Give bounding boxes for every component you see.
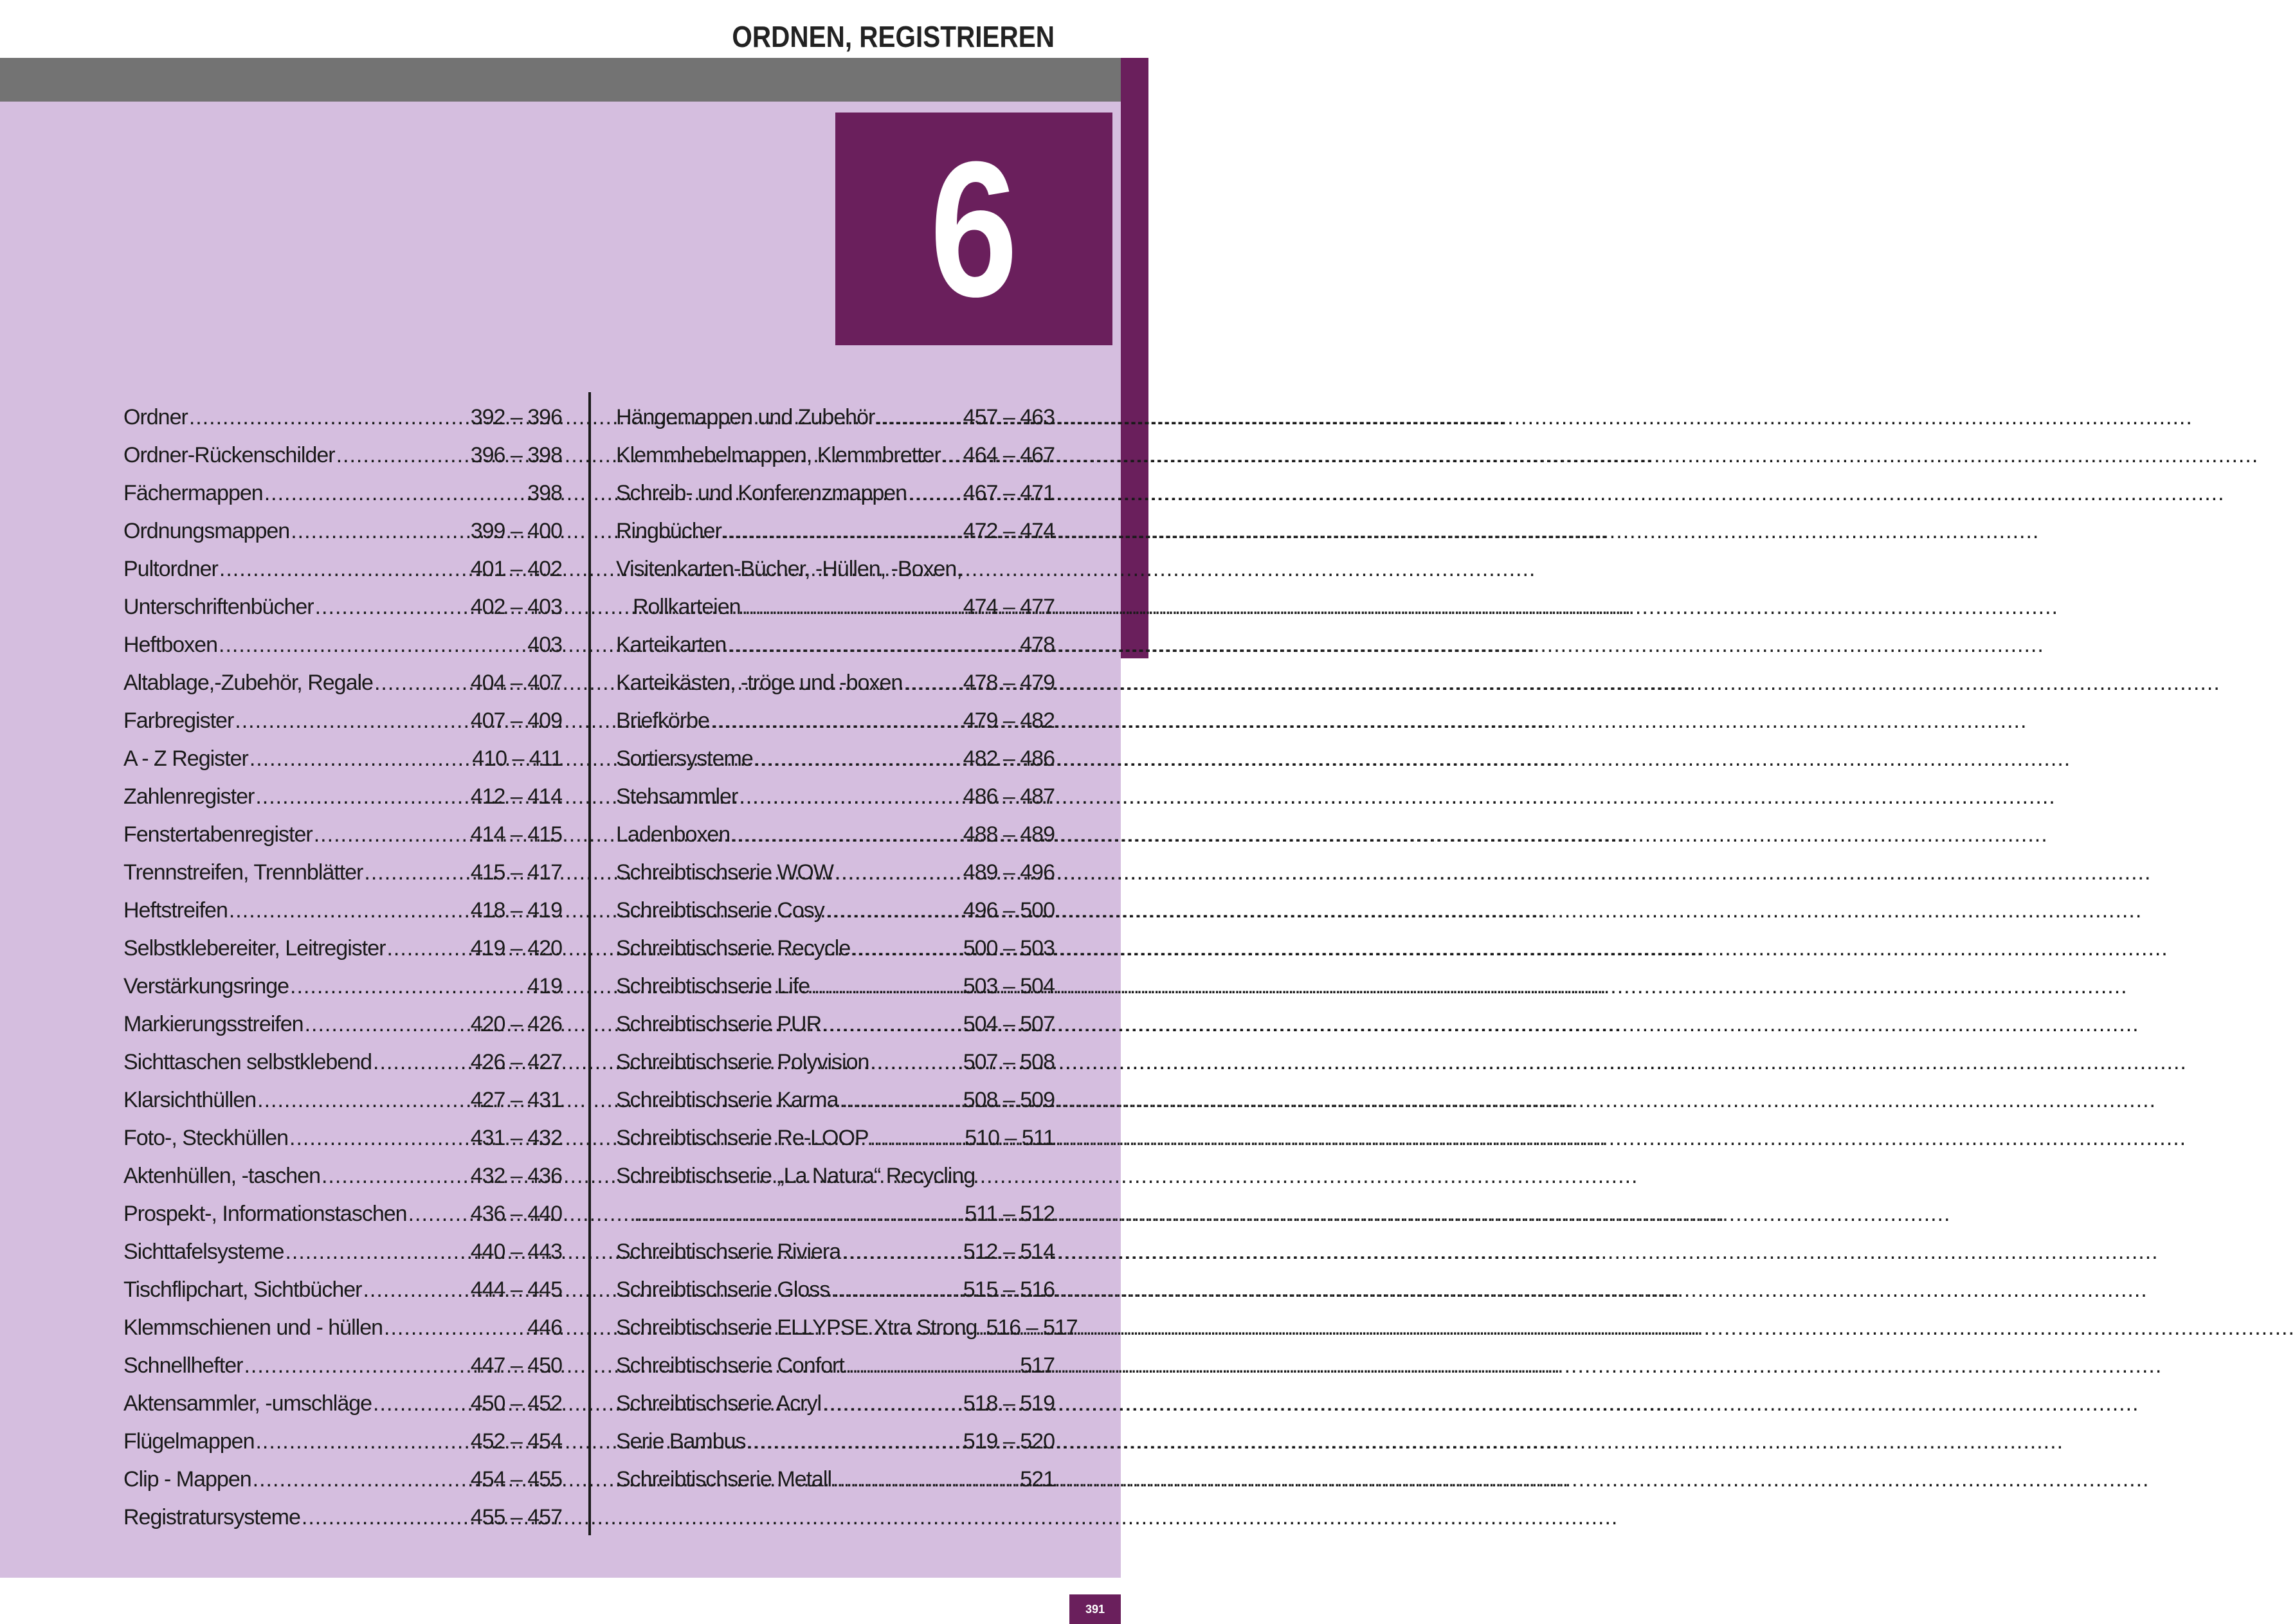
toc-entry-title: Sichttaschen selbstklebend	[123, 1050, 372, 1074]
toc-leader-dots	[264, 481, 527, 506]
toc-entry-title: Schreibtischserie Confort	[616, 1353, 844, 1378]
toc-entry-pages: 457 – 463	[963, 405, 1055, 429]
toc-entry-title: Schreibtischserie PUR	[616, 1012, 822, 1036]
toc-entry[interactable]	[123, 519, 562, 557]
toc-leader-dots	[942, 443, 962, 468]
toc-leader-dots	[315, 595, 469, 620]
toc-entry[interactable]	[616, 1240, 1055, 1277]
toc-entry-pages: 472 – 474	[963, 519, 1055, 543]
toc-entry-title: Schreibtischserie WOW	[616, 860, 833, 885]
toc-leader-dots	[739, 784, 961, 809]
toc-leader-dots	[255, 784, 469, 809]
toc-entry-title: Markierungsstreifen	[123, 1012, 304, 1036]
toc-entry-pages: 414 – 415	[470, 822, 562, 847]
toc-entry-title: Foto-, Steckhüllen	[123, 1126, 289, 1150]
header-band	[0, 58, 1121, 102]
toc-entry-title: Briefkörbe	[616, 708, 709, 733]
toc-leader-dots	[373, 1050, 469, 1075]
toc-entry[interactable]	[616, 633, 1055, 671]
toc-entry-pages: 427 – 431	[470, 1088, 562, 1112]
toc-entry[interactable]	[123, 1088, 562, 1126]
toc-entry-title: Serie Bambus	[616, 1429, 746, 1454]
toc-entry-pages: 507 – 508	[963, 1050, 1055, 1074]
toc-leader-dots	[727, 633, 1019, 658]
toc-entry-pages: 419 – 420	[470, 936, 562, 961]
toc-entry[interactable]	[616, 1353, 1055, 1391]
toc-entry-pages: 432 – 436	[470, 1164, 562, 1188]
toc-leader-dots	[870, 1050, 961, 1075]
toc-leader-dots	[870, 1126, 964, 1151]
toc-leader-dots	[253, 1467, 469, 1492]
toc-entry-pages: 404 – 407	[470, 671, 562, 695]
toc-entry-title: A - Z Register	[123, 746, 248, 771]
toc-entry[interactable]	[616, 898, 1055, 936]
toc-leader-dots	[290, 974, 526, 999]
toc-leader-dots	[747, 1429, 962, 1454]
toc-entry-pages: 508 – 509	[963, 1088, 1055, 1112]
toc-leader-dots	[711, 708, 962, 734]
toc-leader-dots	[302, 1505, 469, 1530]
toc-leader-dots	[249, 746, 471, 771]
toc-leader-dots	[839, 1088, 961, 1113]
toc-entry[interactable]	[616, 1050, 1055, 1088]
toc-leader-dots	[384, 1315, 526, 1340]
toc-entry-title: Ordnungsmappen	[123, 519, 290, 543]
toc-leader-dots	[219, 557, 469, 582]
toc-entry-pages: 464 – 467	[963, 443, 1055, 467]
toc-entry-title: Zahlenregister	[123, 784, 255, 809]
toc-entry-pages: 474 – 477	[963, 595, 1055, 619]
toc-entry-pages: 516 – 517	[986, 1315, 1078, 1340]
toc-entry-pages: 402 – 403	[470, 595, 562, 619]
toc-entry-title: Tischflipchart, Sichtbücher	[123, 1277, 362, 1302]
toc-entry-pages: 392 – 396	[470, 405, 562, 429]
toc-entry-pages: 398	[527, 481, 562, 505]
toc-leader-dots	[363, 1277, 469, 1303]
toc-leader-dots	[742, 595, 962, 620]
toc-entry-pages: 412 – 414	[470, 784, 562, 809]
toc-entry-pages: 478	[1020, 633, 1055, 657]
toc-leader-dots	[408, 1202, 469, 1227]
toc-entry[interactable]	[123, 1467, 562, 1505]
toc-entry-pages: 515 – 516	[963, 1277, 1055, 1302]
toc-entry[interactable]	[123, 708, 562, 746]
toc-entry-title: Karteikarten	[616, 633, 727, 657]
chapter-title: ORDNEN, REGISTRIEREN	[732, 20, 1055, 53]
toc-entry-title: Ordner	[123, 405, 188, 429]
toc-leader-dots	[978, 1315, 984, 1340]
toc-entry[interactable]	[123, 746, 562, 784]
toc-entry-pages: 403	[527, 633, 562, 657]
toc-entry-title: Heftstreifen	[123, 898, 228, 923]
toc-entry[interactable]	[616, 860, 1055, 898]
toc-entry-title: Schreibtischserie ELLYPSE Xtra Strong	[616, 1315, 977, 1340]
toc-entry-title: Selbstklebereiter, Leitregister	[123, 936, 386, 961]
toc-entry[interactable]	[123, 936, 562, 974]
toc-left-column	[123, 405, 562, 1543]
toc-leader-dots	[908, 481, 962, 506]
toc-leader-dots	[289, 1126, 469, 1151]
toc-entry[interactable]	[123, 822, 562, 860]
toc-entry-pages: 447 – 450	[470, 1353, 562, 1378]
toc-entry[interactable]	[616, 822, 1055, 860]
toc-entry[interactable]	[616, 936, 1055, 974]
toc-leader-dots	[846, 1353, 1019, 1378]
toc-entry-pages: 415 – 417	[470, 860, 562, 885]
toc-entry[interactable]	[123, 405, 562, 443]
toc-entry[interactable]	[616, 405, 1055, 443]
toc-leader-dots	[811, 974, 962, 999]
toc-entry-pages: 454 – 455	[470, 1467, 562, 1492]
toc-entry-title: Schreibtischserie Recycle	[616, 936, 851, 961]
chapter-number-box	[835, 113, 1112, 345]
toc-leader-dots	[305, 1012, 469, 1037]
toc-entry-title: Fächermappen	[123, 481, 263, 505]
toc-entry[interactable]	[123, 1050, 562, 1088]
toc-entry-title: Karteikästen, -tröge und -boxen	[616, 671, 903, 695]
toc-leader-dots	[374, 671, 469, 696]
toc-entry[interactable]	[123, 1277, 562, 1315]
toc-entry-title: Schreibtischserie Karma	[616, 1088, 839, 1112]
toc-leader-dots	[219, 633, 526, 658]
toc-entry-pages: 440 – 443	[470, 1240, 562, 1264]
toc-entry-pages: 500 – 503	[963, 936, 1055, 961]
toc-entry-title: Klemmschienen und - hüllen	[123, 1315, 383, 1340]
toc-entry-pages: 399 – 400	[470, 519, 562, 543]
toc-entry-title: Schreibtischserie Re-LOOP	[616, 1126, 869, 1150]
toc-entry[interactable]	[616, 1467, 1055, 1505]
toc-entry[interactable]	[616, 974, 1055, 1012]
toc-entry-pages: 407 – 409	[470, 708, 562, 733]
toc-entry[interactable]	[123, 1240, 562, 1277]
toc-leader-dots	[244, 1353, 469, 1378]
toc-entry-pages: 518 – 519	[963, 1391, 1055, 1416]
toc-entry[interactable]	[616, 1277, 1055, 1315]
toc-entry-title: Ordner-Rückenschilder	[123, 443, 335, 467]
toc-entry-pages: 479 – 482	[963, 708, 1055, 733]
toc-leader-dots	[835, 860, 962, 885]
toc-entry-pages: 419	[527, 974, 562, 998]
toc-entry[interactable]	[123, 1429, 562, 1467]
toc-entry[interactable]	[123, 481, 562, 519]
toc-entry[interactable]	[123, 557, 562, 595]
toc-leader-dots	[235, 708, 469, 734]
toc-leader-dots	[851, 936, 961, 961]
toc-entry-pages: 444 – 445	[470, 1277, 562, 1302]
toc-entry[interactable]	[616, 671, 1055, 708]
toc-entry[interactable]	[123, 1164, 562, 1202]
toc-leader-dots	[257, 1088, 469, 1113]
toc-entry-pages: 401 – 402	[470, 557, 562, 581]
toc-right-column	[616, 405, 1078, 1505]
toc-leader-dots	[386, 936, 469, 961]
toc-entry[interactable]	[616, 1315, 1078, 1353]
toc-entry-title: Altablage,-Zubehör, Regale	[123, 671, 373, 695]
toc-entry[interactable]	[123, 784, 562, 822]
toc-entry[interactable]	[123, 595, 562, 633]
toc-entry-pages: 489 – 496	[963, 860, 1055, 885]
toc-leader-dots	[634, 1202, 963, 1227]
toc-leader-dots	[285, 1240, 469, 1265]
toc-leader-dots	[731, 822, 962, 847]
toc-entry-title: Unterschriftenbücher	[123, 595, 314, 619]
page-number-badge	[1069, 1594, 1121, 1624]
toc-entry-title: Hängemappen und Zubehör	[616, 405, 875, 429]
toc-entry-title: Schreib- und Konferenzmappen	[616, 481, 907, 505]
toc-entry-pages: 446	[527, 1315, 562, 1340]
toc-entry[interactable]	[616, 557, 1055, 595]
toc-entry[interactable]	[123, 860, 562, 898]
toc-leader-dots	[189, 405, 469, 430]
toc-entry-pages: 420 – 426	[470, 1012, 562, 1036]
chapter-number: 6	[930, 121, 1018, 337]
toc-entry-title: Ladenboxen	[616, 822, 730, 847]
toc-leader-dots	[373, 1391, 469, 1416]
toc-entry[interactable]	[123, 633, 562, 671]
toc-entry-title: Flügelmappen	[123, 1429, 255, 1454]
toc-entry[interactable]	[616, 784, 1055, 822]
toc-entry-title: Schnellhefter	[123, 1353, 243, 1378]
toc-entry-pages: 418 – 419	[470, 898, 562, 923]
toc-leader-dots	[314, 822, 469, 847]
toc-entry-title: Schreibtischserie Acryl	[616, 1391, 822, 1416]
toc-entry[interactable]	[616, 595, 1055, 633]
toc-entry[interactable]	[123, 974, 562, 1012]
toc-leader-dots	[903, 671, 961, 696]
toc-entry-pages: 455 – 457	[470, 1505, 562, 1529]
toc-entry-title: Schreibtischserie Metall	[616, 1467, 832, 1492]
toc-entry[interactable]	[123, 1202, 562, 1240]
toc-leader-dots	[255, 1429, 469, 1454]
toc-leader-dots	[754, 746, 962, 771]
toc-entry-pages: 496 – 500	[963, 898, 1055, 923]
toc-leader-dots	[826, 898, 962, 923]
toc-entry-pages: 410 – 411	[472, 746, 562, 771]
toc-leader-dots	[842, 1240, 962, 1265]
toc-entry[interactable]	[616, 1429, 1055, 1467]
toc-leader-dots	[723, 519, 962, 544]
toc-entry-pages: 482 – 486	[963, 746, 1055, 771]
toc-leader-dots	[336, 443, 469, 468]
toc-entry-pages: 452 – 454	[470, 1429, 562, 1454]
toc-entry-title: Trennstreifen, Trennblätter	[123, 860, 363, 885]
toc-leader-dots	[291, 519, 469, 544]
toc-entry-pages: 396 – 398	[470, 443, 562, 467]
toc-entry-pages: 511 – 512	[965, 1202, 1055, 1226]
toc-entry[interactable]	[123, 1315, 562, 1353]
toc-entry-pages: 431 – 432	[470, 1126, 562, 1150]
toc-entry-title: Farbregister	[123, 708, 234, 733]
toc-entry-title: Prospekt-, Informationstaschen	[123, 1202, 407, 1226]
toc-entry-title: Rollkarteien	[633, 595, 741, 619]
toc-entry[interactable]	[616, 746, 1055, 784]
toc-entry[interactable]	[616, 443, 1055, 481]
toc-entry-pages: 504 – 507	[963, 1012, 1055, 1036]
toc-entry-pages: 467 – 471	[963, 481, 1055, 505]
toc-entry-pages: 426 – 427	[470, 1050, 562, 1074]
page-number: 391	[1085, 1602, 1105, 1616]
toc-leader-dots	[322, 1164, 469, 1189]
toc-leader-dots	[364, 860, 469, 885]
toc-entry[interactable]	[123, 1126, 562, 1164]
toc-entry-pages: 521	[1020, 1467, 1055, 1492]
toc-entry-title: Heftboxen	[123, 633, 217, 657]
toc-entry[interactable]	[616, 481, 1055, 519]
toc-entry-pages: 517	[1020, 1353, 1055, 1378]
toc-entry-title: Schreibtischserie Cosy	[616, 898, 824, 923]
toc-entry-pages: 519 – 520	[963, 1429, 1055, 1454]
toc-entry-pages: 486 – 487	[963, 784, 1055, 809]
toc-entry-title: Aktensammler, -umschläge	[123, 1391, 372, 1416]
toc-entry-pages: 488 – 489	[963, 822, 1055, 847]
toc-entry-pages: 503 – 504	[963, 974, 1055, 998]
toc-entry[interactable]	[616, 1012, 1055, 1050]
toc-leader-dots	[831, 1277, 961, 1303]
toc-entry[interactable]	[123, 671, 562, 708]
toc-entry[interactable]	[123, 1391, 562, 1429]
toc-entry-pages: 436 – 440	[470, 1202, 562, 1226]
toc-leader-dots	[822, 1391, 962, 1416]
toc-entry[interactable]	[123, 1353, 562, 1391]
toc-entry-pages: 512 – 514	[963, 1240, 1055, 1264]
toc-leader-dots	[876, 405, 961, 430]
toc-leader-dots	[833, 1467, 1019, 1492]
toc-entry[interactable]	[123, 898, 562, 936]
toc-entry-title: Schreibtischserie „La Natura“ Recycling	[616, 1164, 975, 1188]
toc-entry[interactable]	[123, 1012, 562, 1050]
toc-entry[interactable]	[616, 1126, 1055, 1164]
toc-entry-title: Clip - Mappen	[123, 1467, 251, 1492]
toc-entry-title: Sichttafelsysteme	[123, 1240, 284, 1264]
toc-entry[interactable]	[616, 1391, 1055, 1429]
toc-entry-title: Aktenhüllen, -taschen	[123, 1164, 320, 1188]
toc-entry-title: Klemmhebelmappen, Klemmbretter	[616, 443, 941, 467]
toc-entry-title: Schreibtischserie Polyvision	[616, 1050, 869, 1074]
toc-entry[interactable]	[616, 708, 1055, 746]
toc-leader-dots	[822, 1012, 962, 1037]
toc-entry-title: Visitenkarten-Bücher, -Hüllen, -Boxen,	[616, 557, 962, 581]
toc-leader-dots	[229, 898, 469, 923]
toc-entry-title: Registratursysteme	[123, 1505, 300, 1529]
toc-entry-title: Ringbücher	[616, 519, 721, 543]
toc-entry-pages: 510 – 511	[965, 1126, 1055, 1150]
toc-entry-title: Klarsichthüllen	[123, 1088, 257, 1112]
toc-entry[interactable]	[123, 443, 562, 481]
toc-entry-title: Schreibtischserie Gloss	[616, 1277, 830, 1302]
toc-entry-title: Sortiersysteme	[616, 746, 753, 771]
toc-entry[interactable]	[616, 1202, 1055, 1240]
toc-entry-title: Stehsammler	[616, 784, 738, 809]
toc-entry[interactable]	[616, 1164, 1055, 1202]
toc-entry-pages: 450 – 452	[470, 1391, 562, 1416]
toc-entry[interactable]	[616, 519, 1055, 557]
toc-entry-title: Verstärkungsringe	[123, 974, 289, 998]
toc-entry-title: Pultordner	[123, 557, 218, 581]
toc-entry-pages: 478 – 479	[963, 671, 1055, 695]
toc-entry[interactable]	[123, 1505, 562, 1543]
toc-entry-title: Schreibtischserie Riviera	[616, 1240, 841, 1264]
toc-entry[interactable]	[616, 1088, 1055, 1126]
toc-entry-title: Fenstertabenregister	[123, 822, 313, 847]
toc-entry-title: Schreibtischserie Life	[616, 974, 810, 998]
